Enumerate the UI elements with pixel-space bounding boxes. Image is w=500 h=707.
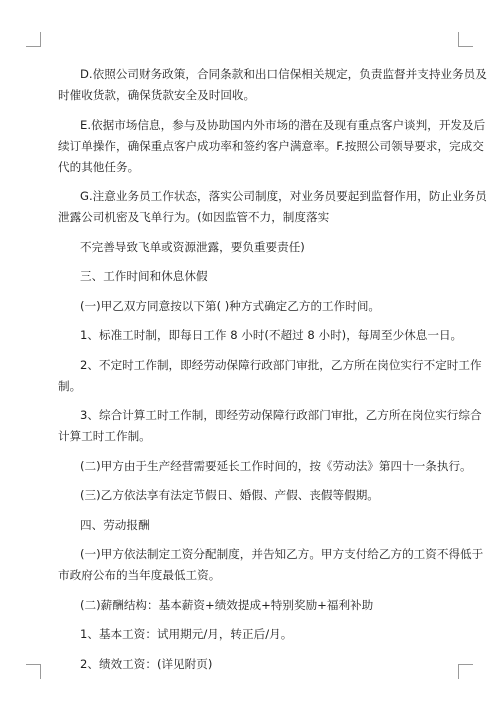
crop-mark-bottom-right [458, 664, 473, 679]
paragraph-line: E.依据市场信息，参与及协助国内外市场的潜在及现有重点客户谈判，开发及后 [80, 117, 486, 132]
paragraph-line: 不完善导致飞单或资源泄露，要负重要责任) [80, 239, 305, 254]
paragraph-line: (三)乙方依法享有法定节假日、婚假、产假、丧假等假期。 [80, 488, 379, 502]
paragraph-line: 3、综合计算工时工作制，即经劳动保障行政部门审批，乙方所在岗位实行综合 [80, 408, 482, 422]
crop-mark-bottom-left [26, 664, 41, 679]
paragraph-line: (一)甲方依法制定工资分配制度，并告知乙方。甲方支付给乙方的工资不得低于 [80, 547, 484, 561]
paragraph-line: 续订单操作，确保重点客户成功率和签约客户满意率。F.按照公司领导要求，完成交 [58, 138, 484, 153]
paragraph-line: G.注意业务员工作状态，落实公司制度，对业务员要起到监督作用，防止业务员 [80, 189, 487, 203]
paragraph-line: 时催收货款，确保货款安全及时回收。 [58, 88, 256, 102]
document-body [58, 66, 487, 673]
paragraph-line: 1、标准工时制，即每日工作 8 小时(不超过 8 小时)，每周至少休息一日。 [80, 328, 463, 342]
paragraph-line: 泄露公司机密及飞单行为。(如因监管不力，制度落实 [58, 210, 330, 224]
paragraph-line: (二)薪酬结构：基本薪资+绩效提成+特别奖励+福利补助 [80, 597, 374, 612]
paragraph-line: 计算工时工作制。 [58, 429, 151, 443]
paragraph-line: 市政府公布的当年度最低工资。 [58, 568, 221, 582]
paragraph-line: D.依照公司财务政策，合同条款和出口信保相关规定，负责监督并支持业务员及 [80, 67, 487, 81]
paragraph-line: 制。 [58, 378, 82, 393]
paragraph-line: 代的其他任务。 [58, 159, 140, 174]
section-heading: 三、工作时间和休息休假 [80, 269, 208, 283]
crop-mark-top-left [26, 32, 41, 47]
crop-mark-top-right [458, 32, 473, 47]
paragraph-line: 1、基本工资：试用期元/月，转正后/月。 [80, 627, 293, 641]
paragraph-line: 2、不定时工作制，即经劳动保障行政部门审批，乙方所在岗位实行不定时工作 [80, 357, 482, 372]
section-heading: 四、劳动报酬 [80, 517, 150, 532]
paragraph-line: (二)甲方由于生产经营需要延长工作时间的，按《劳动法》第四十一条执行。 [80, 458, 472, 473]
paragraph-line: (一)甲乙双方同意按以下第( )种方式确定乙方的工作时间。 [80, 298, 381, 313]
paragraph-line: 2、绩效工资：(详见附页) [80, 656, 213, 671]
